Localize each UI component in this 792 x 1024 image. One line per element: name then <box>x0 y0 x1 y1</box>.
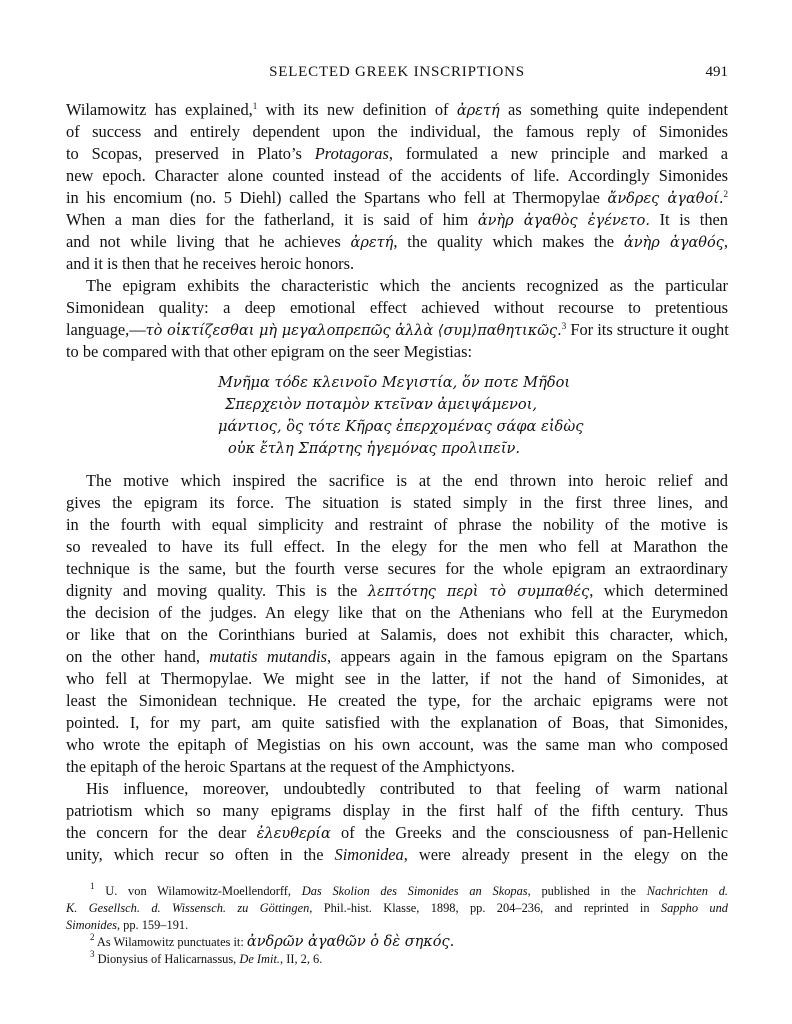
running-title: SELECTED GREEK INSCRIPTIONS <box>269 64 525 80</box>
verse-line: οὐκ ἔτλη Σπάρτης ἡγεμόνας προλιπεῖν. <box>228 440 521 457</box>
running-head <box>66 64 728 84</box>
paragraph-line: gives the epigram its force. The situation is stated simply in the first three lines, and <box>66 493 728 512</box>
paragraph-line: on the other hand, mutatis mutandis, appears again in the famous epigram on the Spartans <box>66 647 728 666</box>
paragraph-line: least the Simonidean technique. He created the type, for the archaic epigrams were not <box>66 691 728 710</box>
paragraph-line: dignity and moving quality. This is the λεπτότης περὶ τὸ συμπαθές, which determined <box>66 581 728 600</box>
paragraph-line: unity, which recur so often in the Simonidea, were already present in the elegy on the <box>66 845 729 864</box>
paragraph-line: When a man dies for the fatherland, it is said of him ἀνὴρ ἀγαθὸς ἐγένετο. It is then <box>66 210 728 229</box>
paragraph-line: the epitaph of the heroic Spartans at the request of the Amphictyons. <box>66 757 515 776</box>
paragraph-line: Simonidean quality: a deep emotional effect achieved without recourse to pretentious <box>66 298 728 317</box>
body-text-lower <box>66 470 728 866</box>
footnote-number: 1 <box>90 881 95 891</box>
paragraph-line: or like that on the Corinthians buried at Salamis, does not exhibit this character, which, <box>66 625 728 644</box>
paragraph-line: His influence, moreover, undoubtedly contributed to that feeling of warm national <box>86 779 728 798</box>
paragraph-line: The epigram exhibits the characteristic which the ancients recognized as the particular <box>86 276 728 295</box>
verse-line: μάντιος, ὃς τότε Κῆρας ἐπερχομένας σάφα εἰδὼς <box>218 418 584 435</box>
verse-line: Σπερχειὸν ποταμὸν κτεῖναν ἀμειψάμενοι, <box>225 396 538 413</box>
paragraph-line: The motive which inspired the sacrifice is at the end thrown into heroic relief and <box>86 471 728 490</box>
paragraph-line: patriotism which so many epigrams display in the first half of the fifth century. Thus <box>66 801 728 820</box>
footnote-ref: 3 <box>561 321 567 331</box>
paragraph-line: who fell at Thermopylae. We might see in the latter, if not the hand of Simonides, at <box>66 669 728 688</box>
paragraph-line: language,—τὸ οἰκτίζεσθαι μὴ μεγαλοπρεπῶς ἀλλὰ ⟨συμ⟩παθητικῶς.$^3$ For its structure it ought <box>66 320 729 339</box>
greek-phrase: ἀνὴρ ἀγαθὸς ἐγένετο. <box>477 213 650 229</box>
italic-title: Protagoras <box>314 144 389 163</box>
footnote-line: K. Gesellsch. d. Wissensch. zu Göttingen, Phil.-hist. Klasse, 1898, pp. 204–236, and reprinted in Sappho und <box>66 901 728 915</box>
greek-phrase: ἀρετή <box>350 235 394 251</box>
footnote-number: 2 <box>90 932 95 942</box>
page-number: 491 <box>705 64 728 80</box>
paragraph-line: so revealed to have its full effect. In the elegy for the men who fell at Marathon the <box>66 537 728 556</box>
greek-phrase: ἄνδρες ἀγαθοί. <box>607 191 724 207</box>
footnote-line: $^1$ U. von Wilamowitz-Moellendorff, Das Skolion des Simonides an Skopas, published in the Nachrichten d. <box>90 881 728 898</box>
paragraph-line: pointed. I, for my part, am quite satisfied with the explanation of Boas, that Simonides, <box>66 713 728 732</box>
greek-phrase: ἀνὴρ ἀγαθός <box>623 235 724 251</box>
paragraph-line: and not while living that he achieves ἀρετή, the quality which makes the ἀνὴρ ἀγαθός, <box>66 232 729 251</box>
paragraph-line: the decision of the judges. An elegy like that on the Athenians who fell at the Eurymedon <box>66 603 728 622</box>
footnote-ref: 2 <box>723 189 728 199</box>
paragraph-line: Wilamowitz has explained,$^1$ with its new definition of ἀρετή as something quite independent <box>66 100 728 119</box>
footnotes <box>66 883 728 968</box>
paragraph-line: in his encomium (no. 5 Diehl) called the Spartans who fell at Thermopylae ἄνδρες ἀγαθοί.$^2$ <box>66 188 728 207</box>
paragraph-line: in the fourth with equal simplicity and restraint of phrase the nobility of the motive is <box>66 515 728 534</box>
paragraph-line: who wrote the epitaph of Megistias on his own account, was the same man who composed <box>66 735 728 754</box>
paragraph-line: new epoch. Character alone counted instead of the accidents of life. Accordingly Simonides <box>66 166 728 185</box>
epigram-verse <box>218 372 584 460</box>
footnote-number: 3 <box>90 949 95 959</box>
footnote-line: Simonides, pp. 159–191. <box>66 918 189 932</box>
greek-phrase: λεπτότης περὶ τὸ συμπαθές <box>367 584 590 600</box>
footnote-line: $^3$ Dionysius of Halicarnassus, De Imit., II, 2, 6. <box>90 949 323 966</box>
paragraph-line: the concern for the dear ἐλευθερία of the Greeks and the consciousness of pan-Hellenic <box>66 823 728 842</box>
greek-phrase: ἀρετή <box>456 103 500 119</box>
greek-phrase: τὸ οἰκτίζεσθαι μὴ μεγαλοπρεπῶς ἀλλὰ ⟨συμ⟩παθητικῶς. <box>145 323 562 339</box>
greek-phrase: ἐλευθερία <box>256 826 331 842</box>
footnote-ref: 1 <box>252 101 258 111</box>
footnote-line: $^2$ As Wilamowitz punctuates it: ἀνδρῶν ἀγαθῶν ὁ δὲ σηκός. <box>90 932 455 950</box>
italic-phrase: Simonidea <box>334 845 404 864</box>
paragraph-line: and it is then that he receives heroic honors. <box>66 254 355 273</box>
italic-phrase: mutatis mutandis <box>209 647 327 666</box>
paragraph-line: technique is the same, but the fourth verse secures for the whole epigram an extraordinary <box>66 559 728 578</box>
verse-line: Μνῆμα τόδε κλεινοῖο Μεγιστία, ὅν ποτε Μῆδοι <box>218 374 571 391</box>
paragraph-line: to be compared with that other epigram on the seer Megistias: <box>66 342 473 361</box>
paragraph-line: of success and entirely dependent upon the individual, the famous reply of Simonides <box>66 122 728 141</box>
body-text-upper <box>66 99 728 363</box>
paragraph-line: to Scopas, preserved in Plato’s Protagoras, formulated a new principle and marked a <box>66 144 728 163</box>
